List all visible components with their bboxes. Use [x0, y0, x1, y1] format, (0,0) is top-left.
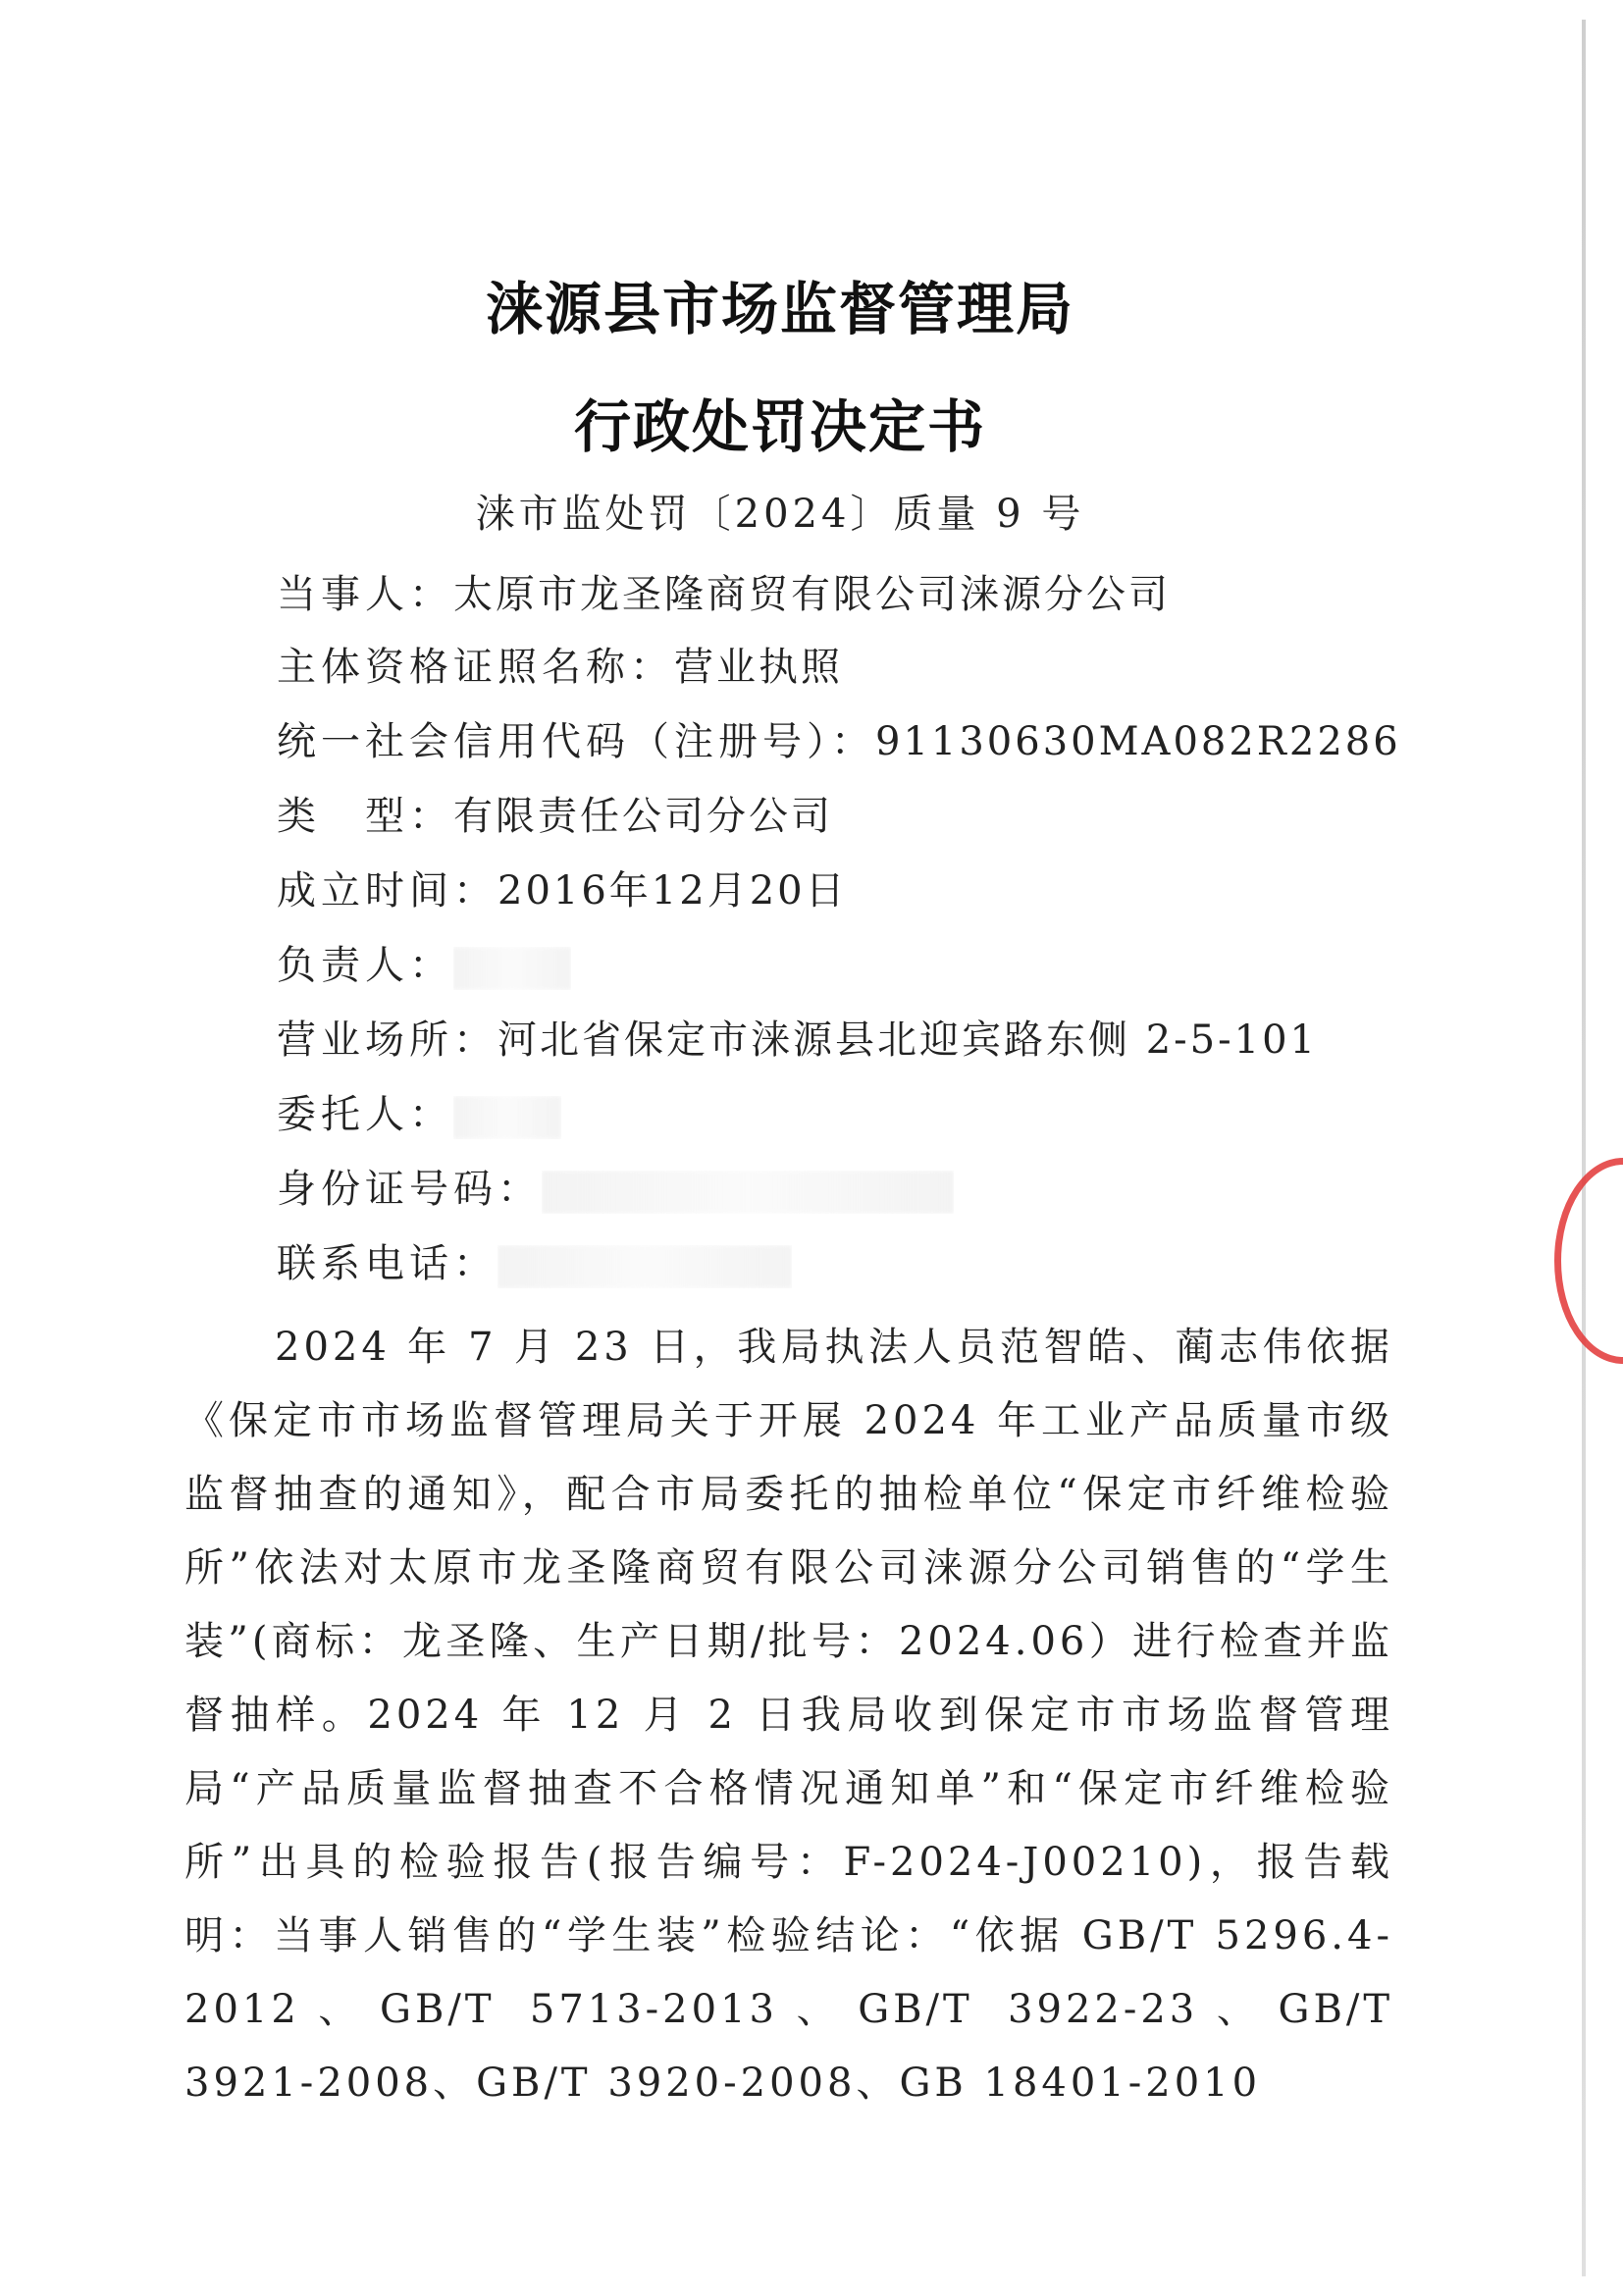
- redacted-entrusted-person: [453, 1096, 561, 1139]
- field-business-address-value: 河北省保定市涞源县北迎宾路东侧 2-5-101: [497, 1018, 1318, 1063]
- field-entrusted-person: [277, 1087, 561, 1142]
- field-credit-code-value: 91130630MA082R2286: [875, 719, 1401, 764]
- field-party-label: 当事人：: [277, 572, 453, 617]
- field-entrusted-person-label: 委托人：: [277, 1092, 453, 1137]
- field-established-value: 2016年12月20日: [497, 868, 848, 913]
- redacted-phone: [497, 1245, 792, 1288]
- redacted-responsible-person: [453, 947, 571, 990]
- field-credit-code-label: 统一社会信用代码（注册号）：: [277, 719, 875, 764]
- field-business-address-label: 营业场所：: [277, 1018, 497, 1063]
- field-responsible-person-label: 负责人：: [277, 943, 453, 988]
- official-seal-stamp: [1554, 1158, 1623, 1364]
- field-responsible-person: [277, 938, 571, 993]
- field-business-address: [277, 1013, 1318, 1068]
- scan-edge-line: [1582, 20, 1586, 2276]
- field-established-label: 成立时间：: [277, 868, 497, 913]
- field-id-number-label: 身份证号码：: [277, 1167, 542, 1212]
- issuer-title: 涞源县市场监督管理局: [485, 276, 1074, 342]
- document-number: 涞市监处罚〔2024〕质量 9 号: [475, 492, 1085, 537]
- field-phone: [277, 1236, 792, 1291]
- field-party-value: 太原市龙圣隆商贸有限公司涞源分公司: [453, 572, 1171, 617]
- body-paragraph: 2024 年 7 月 23 日，我局执法人员范智皓、蔺志伟依据《保定市市场监督管理局关于开展 2024 年工业产品质量市级监督抽查的通知》，配合市局委托的抽检单位“保定市纤维检验所”依法对太原市龙圣隆商贸有限公司涞源分公司销售的“学生装”(商标：龙圣隆、生产日期/批号：2024.06）进行检查并监督抽样。2024 年 12 月 2 日我局收到保定市市场监督管理局“产品质量监督抽查不合格情况通知单”和“保定市纤维检验所”出具的检验报告(报告编号：F-2024-J00210)，报告载明：当事人销售的“学生装”检验结论：“依据 GB/T 5296.4-2012、GB/T 5713-2013、GB/T 3922-23、GB/T 3921-2008、GB/T 3920-2008、GB 18401-2010: [184, 1325, 1393, 2106]
- field-party: [277, 567, 1171, 622]
- field-license-name-value: 营业执照: [674, 645, 843, 690]
- field-type-value: 有限责任公司分公司: [453, 794, 833, 839]
- field-credit-code: [277, 714, 1401, 769]
- field-type: [277, 789, 833, 844]
- document-title: 行政处罚决定书: [573, 393, 986, 460]
- field-type-label: 类 型：: [277, 794, 453, 839]
- field-phone-label: 联系电话：: [277, 1241, 497, 1286]
- field-license-name-label: 主体资格证照名称：: [277, 645, 674, 690]
- field-established: [277, 863, 848, 918]
- field-id-number: [277, 1162, 954, 1217]
- field-license-name: [277, 640, 843, 695]
- redacted-id-number: [542, 1171, 954, 1214]
